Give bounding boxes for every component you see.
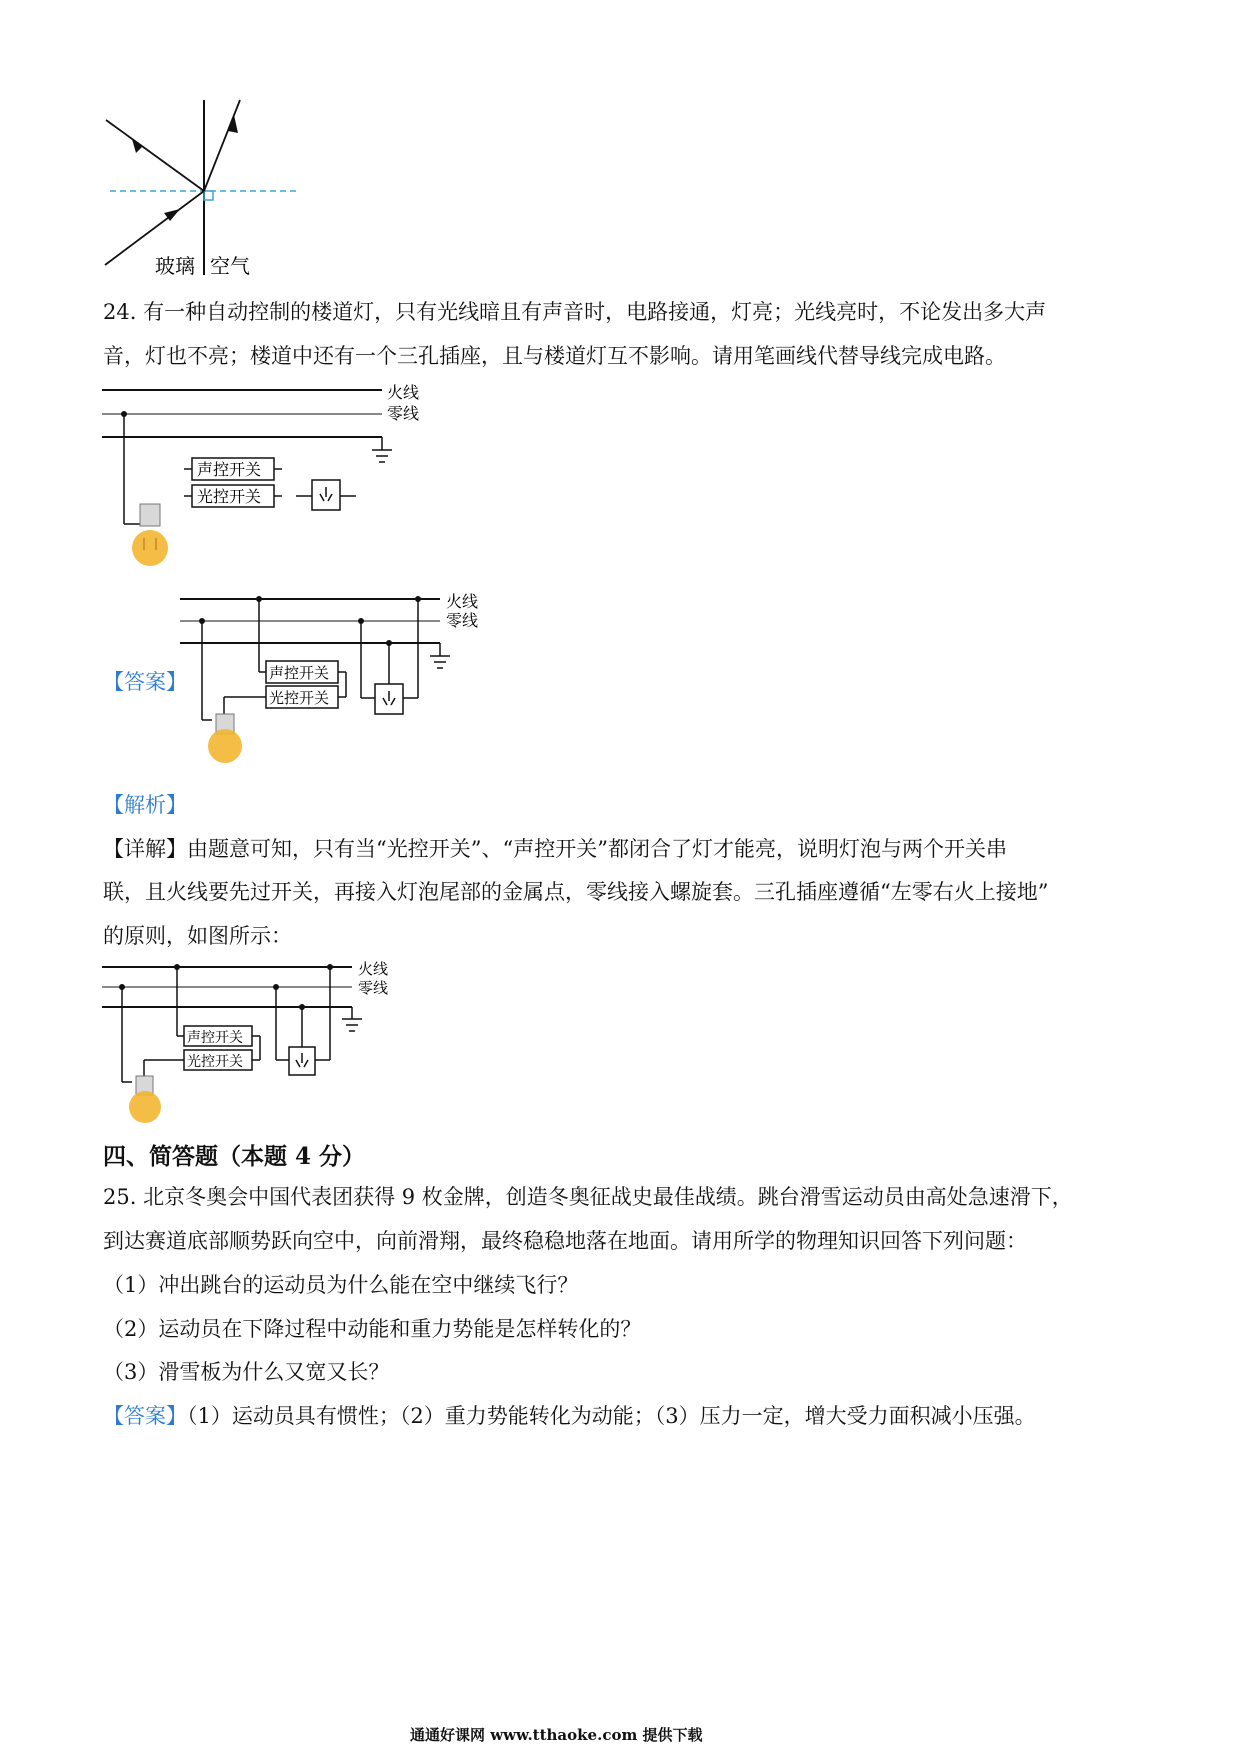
q25-sub3: （3）滑雪板为什么又宽又长？: [103, 1360, 390, 1384]
q25-line1: 25. 北京冬奥会中国代表团获得 9 枚金牌，创造冬奥征战史最佳战绩。跳台滑雪运动员由高处急速滑下，: [103, 1185, 1073, 1209]
label-live: 火线: [387, 383, 420, 402]
detail-text-1: 由题意可知，只有当“光控开关”、“声控开关”都闭合了灯才能亮，说明灯泡与两个开关串: [187, 837, 1007, 861]
circuit-question: [100, 380, 440, 575]
q25-sub2: （2）运动员在下降过程中动能和重力势能是怎样转化的？: [103, 1317, 642, 1341]
detail-line1: [103, 835, 1007, 863]
q25-answer-text: （1）运动员具有惯性；（2）重力势能转化为动能；（3）压力一定，增大受力面积减小压强。: [187, 1404, 1036, 1428]
circuit-answer: [178, 590, 498, 770]
refraction-diagram: [100, 95, 320, 315]
answer-tag-q25: 【答案】: [103, 1404, 187, 1428]
q24-line2: 音，灯也不亮；楼道中还有一个三孔插座，且与楼道灯互不影响。请用笔画线代替导线完成电路。: [103, 344, 1006, 368]
footer: 通通好课网 www.tthaoke.com 提供下载: [410, 1726, 703, 1744]
label-light-switch: 光控开关: [197, 487, 262, 506]
label-sound-switch-3: 声控开关: [187, 1030, 243, 1046]
label-sound-switch: 声控开关: [197, 460, 262, 479]
label-neutral-2: 零线: [446, 611, 479, 630]
label-glass: 玻璃: [155, 254, 195, 278]
detail-line2: 联，且火线要先过开关，再接入灯泡尾部的金属点，零线接入螺旋套。三孔插座遵循“左零右火上接地”: [103, 880, 1049, 904]
q25-answer: [103, 1402, 1036, 1430]
label-neutral: 零线: [387, 404, 420, 423]
label-live-2: 火线: [446, 592, 479, 611]
analysis-tag: 【解析】: [103, 793, 187, 817]
circuit-explanation: [100, 958, 400, 1133]
detail-tag: 【详解】: [103, 837, 187, 861]
answer-tag-q24: 【答案】: [103, 670, 187, 694]
q25-sub1: （1）冲出跳台的运动员为什么能在空中继续飞行？: [103, 1273, 579, 1297]
detail-line3: 的原则，如图所示：: [103, 924, 292, 948]
label-live-3: 火线: [358, 960, 389, 978]
label-sound-switch-2: 声控开关: [269, 664, 330, 682]
label-light-switch-2: 光控开关: [269, 689, 330, 707]
label-air: 空气: [210, 254, 250, 278]
q25-line2: 到达赛道底部顺势跃向空中，向前滑翔，最终稳稳地落在地面。请用所学的物理知识回答下列问题：: [103, 1229, 1027, 1253]
q24-line1: 24. 有一种自动控制的楼道灯，只有光线暗且有声音时，电路接通，灯亮；光线亮时，不论发出多大声: [103, 300, 1047, 324]
label-light-switch-3: 光控开关: [187, 1054, 243, 1070]
label-neutral-3: 零线: [358, 979, 389, 997]
section-heading: 四、简答题（本题 4 分）: [103, 1143, 366, 1170]
